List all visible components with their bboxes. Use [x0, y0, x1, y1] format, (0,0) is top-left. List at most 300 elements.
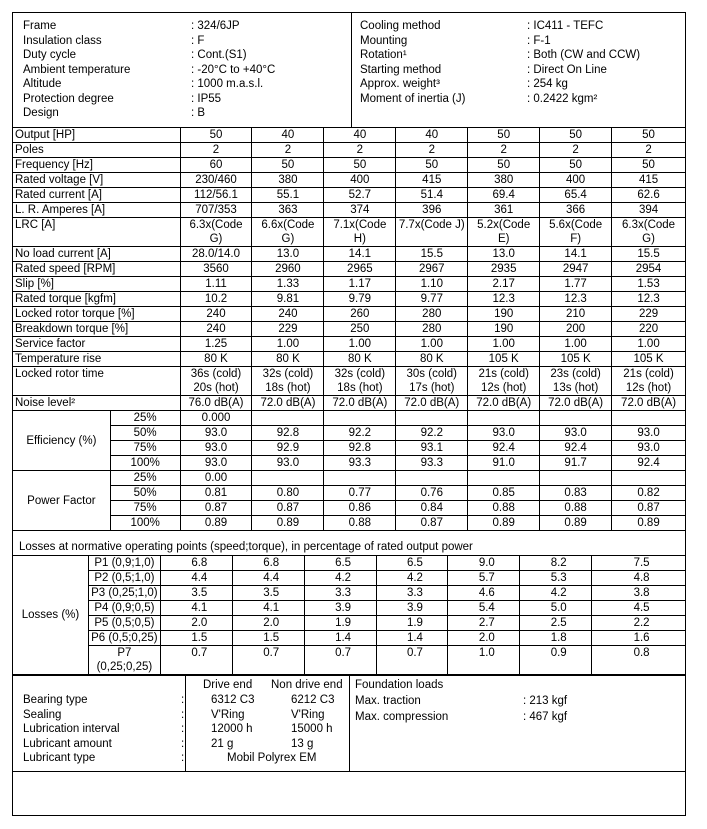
power-factor-cell: 0.83 — [540, 486, 612, 501]
perf-cell: 40 — [252, 128, 324, 143]
power-factor-cell: 0.87 — [180, 501, 252, 516]
header-label: Altitude — [23, 78, 62, 90]
efficiency-row — [13, 426, 686, 441]
perf-row — [13, 352, 686, 367]
load-point: 50% — [110, 426, 180, 441]
perf-cell: 50 — [540, 158, 612, 173]
perf-cell: 190 — [468, 322, 540, 337]
perf-cell: 36s (cold) 20s (hot) — [180, 367, 252, 396]
perf-cell: 229 — [612, 307, 686, 322]
power-factor-cell: 0.89 — [612, 516, 686, 531]
perf-row-label: Rated voltage [V] — [13, 173, 181, 188]
losses-cell: 0.7 — [160, 646, 232, 675]
perf-cell: 280 — [396, 307, 468, 322]
header-divider — [351, 13, 352, 127]
power-factor-cell — [540, 471, 612, 486]
perf-cell: 6.3x(Code G) — [612, 218, 686, 247]
losses-cell: 1.8 — [520, 631, 592, 646]
perf-row — [13, 143, 686, 158]
perf-cell: 13.0 — [252, 247, 324, 262]
perf-cell: 190 — [468, 307, 540, 322]
perf-cell: 7.1x(Code H) — [324, 218, 396, 247]
perf-cell: 1.00 — [612, 337, 686, 352]
perf-cell: 2 — [180, 143, 252, 158]
bearing-value-drive-end: 6312 C3 — [211, 694, 255, 706]
perf-cell: 72.0 dB(A) — [252, 396, 324, 411]
header-value: : Cont.(S1) — [191, 49, 247, 61]
operating-point: P6 (0,5;0,25) — [88, 631, 160, 646]
bearing-colon: : — [181, 752, 185, 764]
efficiency-label: Efficiency (%) — [13, 411, 111, 471]
perf-cell: 72.0 dB(A) — [324, 396, 396, 411]
losses-cell: 5.4 — [448, 601, 520, 616]
foundation-value: : 213 kgf — [523, 695, 568, 707]
efficiency-cell — [468, 411, 540, 426]
perf-cell: 400 — [540, 173, 612, 188]
perf-row-label: Service factor — [13, 337, 181, 352]
losses-cell: 1.9 — [376, 616, 448, 631]
bearing-value-drive-end: 21 g — [211, 737, 234, 750]
efficiency-cell: 92.8 — [324, 441, 396, 456]
power-factor-cell: 0.89 — [540, 516, 612, 531]
non-drive-end-header: Non drive end — [271, 679, 343, 691]
perf-cell: 2 — [468, 143, 540, 158]
header-value: : 0.2422 kgm² — [527, 92, 598, 105]
perf-cell: 55.1 — [252, 188, 324, 203]
losses-cell: 8.2 — [520, 556, 592, 571]
perf-row-label: Noise level² — [13, 396, 181, 411]
perf-cell: 15.5 — [612, 247, 686, 262]
header-label: Duty cycle — [23, 49, 77, 61]
perf-cell: 361 — [468, 203, 540, 218]
perf-cell: 32s (cold) 18s (hot) — [252, 367, 324, 396]
efficiency-cell — [324, 411, 396, 426]
header-left-row — [23, 19, 240, 33]
perf-row-label: Temperature rise — [13, 352, 181, 367]
efficiency-row — [13, 456, 686, 471]
losses-cell: 1.4 — [376, 631, 448, 646]
perf-row-label: Breakdown torque [%] — [13, 322, 181, 337]
efficiency-cell: 92.8 — [252, 426, 324, 441]
perf-cell: 1.33 — [252, 277, 324, 292]
perf-cell: 9.81 — [252, 292, 324, 307]
perf-cell: 72.0 dB(A) — [468, 396, 540, 411]
bottom-block-bottom-rule — [13, 771, 685, 772]
perf-cell: 80 K — [324, 352, 396, 367]
bearing-col-divider-1 — [185, 675, 186, 771]
perf-cell: 72.0 dB(A) — [540, 396, 612, 411]
perf-cell: 363 — [252, 203, 324, 218]
bearing-value-non-drive-end: 6212 C3 — [291, 694, 335, 706]
losses-cell: 3.8 — [592, 586, 686, 601]
perf-cell: 394 — [612, 203, 686, 218]
perf-cell: 229 — [252, 322, 324, 337]
losses-cell: 4.5 — [592, 601, 686, 616]
perf-row-label: No load current [A] — [13, 247, 181, 262]
power-factor-cell: 0.89 — [252, 516, 324, 531]
performance-table — [12, 127, 686, 531]
losses-cell: 3.3 — [376, 586, 448, 601]
perf-cell: 396 — [396, 203, 468, 218]
power-factor-label: Power Factor — [13, 471, 111, 531]
perf-cell: 62.6 — [612, 188, 686, 203]
perf-cell: 76.0 dB(A) — [180, 396, 252, 411]
load-point: 75% — [110, 501, 180, 516]
header-value: : F — [191, 34, 205, 47]
perf-cell: 21s (cold) 12s (hot) — [468, 367, 540, 396]
losses-cell: 1.6 — [592, 631, 686, 646]
perf-row — [13, 128, 686, 143]
power-factor-cell — [252, 471, 324, 486]
bearing-value-drive-end: V'Ring — [211, 708, 245, 721]
operating-point: P3 (0,25;1,0) — [88, 586, 160, 601]
power-factor-cell: 0.85 — [468, 486, 540, 501]
perf-cell: 2947 — [540, 262, 612, 277]
perf-cell: 112/56.1 — [180, 188, 252, 203]
bearing-row-label: Bearing type — [23, 694, 88, 706]
perf-row — [13, 247, 686, 262]
power-factor-cell: 0.87 — [612, 501, 686, 516]
perf-cell: 50 — [324, 158, 396, 173]
bearing-col-divider-2 — [349, 675, 350, 771]
efficiency-cell — [252, 411, 324, 426]
losses-cell: 7.5 — [592, 556, 686, 571]
header-label: Insulation class — [23, 34, 102, 47]
losses-cell: 2.2 — [592, 616, 686, 631]
perf-row — [13, 158, 686, 173]
losses-cell: 0.7 — [376, 646, 448, 675]
perf-row — [13, 307, 686, 322]
perf-row — [13, 218, 686, 247]
perf-cell: 366 — [540, 203, 612, 218]
perf-row-label: L. R. Amperes [A] — [13, 203, 181, 218]
losses-cell: 1.5 — [160, 631, 232, 646]
perf-cell: 415 — [396, 173, 468, 188]
perf-cell: 6.6x(Code G) — [252, 218, 324, 247]
losses-cell: 6.8 — [232, 556, 304, 571]
perf-cell: 2 — [612, 143, 686, 158]
header-right-row — [360, 77, 568, 91]
load-point: 25% — [110, 411, 180, 426]
efficiency-cell: 93.3 — [396, 456, 468, 471]
bearing-value-non-drive-end: V'Ring — [291, 708, 325, 721]
perf-cell: 7.7x(Code J) — [396, 218, 468, 247]
power-factor-row — [13, 471, 686, 486]
efficiency-row — [13, 441, 686, 456]
power-factor-cell: 0.88 — [540, 501, 612, 516]
perf-cell: 2965 — [324, 262, 396, 277]
bearing-value-non-drive-end: 13 g — [291, 737, 314, 750]
perf-cell: 2935 — [468, 262, 540, 277]
perf-row — [13, 337, 686, 352]
foundation-label: Max. traction — [355, 695, 421, 707]
perf-row — [13, 277, 686, 292]
power-factor-cell: 0.84 — [396, 501, 468, 516]
losses-table — [12, 555, 686, 675]
efficiency-cell: 92.2 — [396, 426, 468, 441]
perf-cell: 9.79 — [324, 292, 396, 307]
perf-cell: 50 — [468, 158, 540, 173]
efficiency-cell: 93.0 — [180, 456, 252, 471]
perf-cell: 50 — [396, 158, 468, 173]
perf-cell: 260 — [324, 307, 396, 322]
power-factor-row — [13, 501, 686, 516]
perf-cell: 15.5 — [396, 247, 468, 262]
power-factor-row — [13, 486, 686, 501]
perf-cell: 1.00 — [252, 337, 324, 352]
perf-cell: 1.00 — [540, 337, 612, 352]
perf-cell: 72.0 dB(A) — [612, 396, 686, 411]
perf-cell: 2960 — [252, 262, 324, 277]
losses-cell: 2.0 — [232, 616, 304, 631]
header-label: Protection degree — [23, 92, 114, 105]
losses-cell: 4.2 — [304, 571, 376, 586]
perf-cell: 2.17 — [468, 277, 540, 292]
perf-row — [13, 188, 686, 203]
power-factor-cell: 0.77 — [324, 486, 396, 501]
bearing-row-label: Lubricant type — [23, 752, 96, 764]
header-right-row — [360, 92, 598, 106]
load-point: 100% — [110, 516, 180, 531]
power-factor-cell — [612, 471, 686, 486]
operating-point: P1 (0,9;1,0) — [88, 556, 160, 571]
losses-title: Losses at normative operating points (speed;torque), in percentage of rated output power — [19, 541, 473, 553]
losses-row — [13, 571, 686, 586]
power-factor-cell: 0.89 — [468, 516, 540, 531]
header-value: : 324/6JP — [191, 20, 240, 32]
header-value: : B — [191, 107, 206, 119]
perf-cell: 50 — [468, 128, 540, 143]
perf-cell: 60 — [180, 158, 252, 173]
bearing-colon: : — [181, 737, 185, 750]
efficiency-cell — [540, 411, 612, 426]
perf-cell: 5.2x(Code E) — [468, 218, 540, 247]
perf-cell: 51.4 — [396, 188, 468, 203]
losses-row — [13, 616, 686, 631]
efficiency-cell: 93.1 — [396, 441, 468, 456]
perf-cell: 14.1 — [540, 247, 612, 262]
datasheet — [12, 12, 686, 816]
header-label: Mounting — [360, 34, 408, 47]
efficiency-cell: 93.0 — [252, 456, 324, 471]
perf-cell: 6.3x(Code G) — [180, 218, 252, 247]
header-label: Approx. weight³ — [360, 78, 440, 90]
perf-cell: 2 — [540, 143, 612, 158]
losses-cell: 5.3 — [520, 571, 592, 586]
perf-cell: 230/460 — [180, 173, 252, 188]
perf-cell: 105 K — [468, 352, 540, 367]
efficiency-cell: 92.9 — [252, 441, 324, 456]
power-factor-cell: 0.00 — [180, 471, 252, 486]
load-point: 50% — [110, 486, 180, 501]
foundation-value: : 467 kgf — [523, 711, 568, 723]
losses-cell: 6.8 — [160, 556, 232, 571]
header-right-row — [360, 63, 607, 77]
power-factor-cell: 0.88 — [468, 501, 540, 516]
perf-cell: 2 — [396, 143, 468, 158]
losses-cell: 4.2 — [376, 571, 448, 586]
losses-cell: 4.1 — [232, 601, 304, 616]
losses-row — [13, 586, 686, 601]
efficiency-cell — [612, 411, 686, 426]
perf-cell: 50 — [252, 158, 324, 173]
efficiency-cell — [396, 411, 468, 426]
header-label: Rotation¹ — [360, 49, 407, 61]
losses-cell: 3.3 — [304, 586, 376, 601]
perf-row-label: Locked rotor time — [13, 367, 181, 396]
efficiency-cell: 93.0 — [468, 426, 540, 441]
efficiency-cell: 92.4 — [540, 441, 612, 456]
header-right-row — [360, 48, 641, 62]
perf-cell: 1.10 — [396, 277, 468, 292]
power-factor-cell: 0.86 — [324, 501, 396, 516]
perf-cell: 80 K — [252, 352, 324, 367]
losses-cell: 2.0 — [448, 631, 520, 646]
losses-label: Losses (%) — [13, 556, 89, 675]
perf-cell: 707/353 — [180, 203, 252, 218]
perf-row-label: Slip [%] — [13, 277, 181, 292]
losses-cell: 1.9 — [304, 616, 376, 631]
perf-row — [13, 367, 686, 396]
perf-cell: 5.6x(Code F) — [540, 218, 612, 247]
perf-cell: 3560 — [180, 262, 252, 277]
losses-cell: 0.7 — [304, 646, 376, 675]
perf-cell: 1.25 — [180, 337, 252, 352]
losses-cell: 9.0 — [448, 556, 520, 571]
efficiency-cell: 91.7 — [540, 456, 612, 471]
bearing-value-shared: Mobil Polyrex EM — [227, 752, 317, 764]
losses-cell: 4.4 — [160, 571, 232, 586]
foundation-loads-title: Foundation loads — [355, 679, 444, 691]
perf-row-label: Locked rotor torque [%] — [13, 307, 181, 322]
losses-cell: 0.7 — [232, 646, 304, 675]
perf-row — [13, 173, 686, 188]
perf-cell: 50 — [612, 158, 686, 173]
perf-cell: 50 — [612, 128, 686, 143]
losses-cell: 5.7 — [448, 571, 520, 586]
operating-point: P5 (0,5;0,5) — [88, 616, 160, 631]
operating-point: P4 (0,9;0,5) — [88, 601, 160, 616]
perf-row-label: Rated current [A] — [13, 188, 181, 203]
perf-cell: 10.2 — [180, 292, 252, 307]
perf-cell: 1.00 — [468, 337, 540, 352]
drive-end-header: Drive end — [203, 679, 253, 691]
losses-cell: 6.5 — [304, 556, 376, 571]
power-factor-cell: 0.76 — [396, 486, 468, 501]
losses-cell: 0.9 — [520, 646, 592, 675]
losses-cell: 4.1 — [160, 601, 232, 616]
losses-row — [13, 631, 686, 646]
perf-row — [13, 292, 686, 307]
load-point: 100% — [110, 456, 180, 471]
losses-cell: 4.6 — [448, 586, 520, 601]
perf-cell: 50 — [180, 128, 252, 143]
power-factor-cell: 0.87 — [252, 501, 324, 516]
header-left-row — [23, 92, 222, 106]
efficiency-cell: 92.4 — [468, 441, 540, 456]
losses-row — [13, 646, 686, 675]
operating-point: P2 (0,5;1,0) — [88, 571, 160, 586]
perf-cell: 220 — [612, 322, 686, 337]
perf-cell: 2 — [252, 143, 324, 158]
header-label: Cooling method — [360, 20, 441, 32]
perf-cell: 28.0/14.0 — [180, 247, 252, 262]
perf-cell: 23s (cold) 13s (hot) — [540, 367, 612, 396]
header-label: Ambient temperature — [23, 63, 131, 76]
perf-cell: 400 — [324, 173, 396, 188]
perf-cell: 9.77 — [396, 292, 468, 307]
losses-cell: 2.5 — [520, 616, 592, 631]
header-value: : 254 kg — [527, 78, 568, 90]
losses-cell: 5.0 — [520, 601, 592, 616]
bearing-row-label: Lubrication interval — [23, 723, 120, 735]
power-factor-cell — [324, 471, 396, 486]
perf-cell: 380 — [468, 173, 540, 188]
perf-row-label: Output [HP] — [13, 128, 181, 143]
perf-cell: 240 — [252, 307, 324, 322]
perf-cell: 240 — [180, 322, 252, 337]
header-label: Design — [23, 107, 59, 119]
header-value: : Direct On Line — [527, 63, 607, 76]
header-value: : F-1 — [527, 34, 551, 47]
perf-cell: 250 — [324, 322, 396, 337]
power-factor-cell: 0.88 — [324, 516, 396, 531]
perf-cell: 2967 — [396, 262, 468, 277]
perf-cell: 1.00 — [396, 337, 468, 352]
losses-row — [13, 601, 686, 616]
losses-cell: 4.2 — [520, 586, 592, 601]
losses-row — [13, 556, 686, 571]
perf-cell: 105 K — [612, 352, 686, 367]
bearing-value-non-drive-end: 15000 h — [291, 723, 333, 735]
header-left-row — [23, 48, 247, 62]
header-right-row — [360, 19, 604, 33]
power-factor-cell — [396, 471, 468, 486]
perf-cell: 13.0 — [468, 247, 540, 262]
perf-row-label: Poles — [13, 143, 181, 158]
perf-cell: 80 K — [396, 352, 468, 367]
losses-cell: 2.7 — [448, 616, 520, 631]
perf-cell: 12.3 — [612, 292, 686, 307]
power-factor-cell — [468, 471, 540, 486]
header-value: : IP55 — [191, 92, 222, 105]
perf-cell: 12.3 — [468, 292, 540, 307]
efficiency-cell: 93.0 — [180, 426, 252, 441]
perf-cell: 1.00 — [324, 337, 396, 352]
header-left-row — [23, 34, 205, 48]
bearing-row-label: Sealing — [23, 708, 62, 721]
efficiency-cell: 92.4 — [612, 456, 686, 471]
perf-cell: 50 — [540, 128, 612, 143]
power-factor-cell: 0.81 — [180, 486, 252, 501]
perf-row — [13, 203, 686, 218]
perf-row-label: Rated torque [kgfm] — [13, 292, 181, 307]
perf-cell: 1.17 — [324, 277, 396, 292]
efficiency-cell: 92.2 — [324, 426, 396, 441]
losses-cell: 1.5 — [232, 631, 304, 646]
efficiency-cell: 93.0 — [180, 441, 252, 456]
bearing-colon: : — [181, 723, 185, 735]
perf-cell: 200 — [540, 322, 612, 337]
perf-row-label: LRC [A] — [13, 218, 181, 247]
perf-cell: 40 — [396, 128, 468, 143]
perf-cell: 280 — [396, 322, 468, 337]
power-factor-cell: 0.89 — [180, 516, 252, 531]
perf-cell: 1.11 — [180, 277, 252, 292]
losses-cell: 0.8 — [592, 646, 686, 675]
perf-cell: 1.77 — [540, 277, 612, 292]
bearing-colon: : — [181, 694, 185, 706]
